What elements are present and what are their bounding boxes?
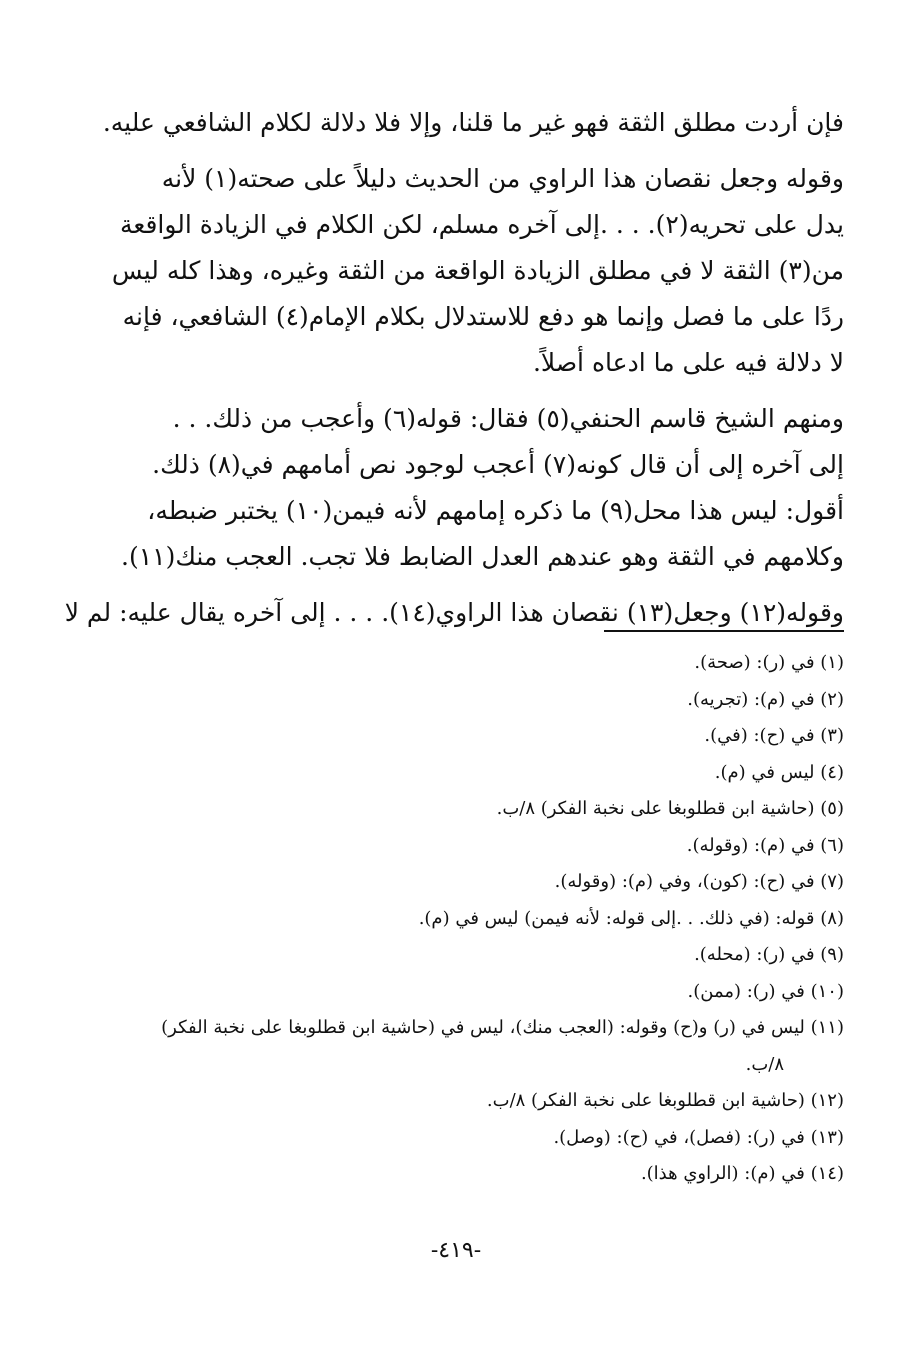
footnote-divider <box>604 630 844 632</box>
footnote: (٩) في (ر): (محله). <box>694 944 844 965</box>
text-line: وكلامهم في الثقة وهو عندهم العدل الضابط فلا تجب. العجب منك(١١). <box>121 542 844 571</box>
text-line: أقول: ليس هذا محل(٩) ما ذكره إمامهم لأنه فيمن(١٠) يختبر ضبطه، <box>147 496 844 525</box>
footnote: (٧) في (ح): (كون)، وفي (م): (وقوله). <box>554 871 844 892</box>
text-line: يدل على تحريه(٢). . . .إلى آخره مسلم، لكن الكلام في الزيادة الواقعة <box>119 210 844 239</box>
text-line: لا دلالة فيه على ما ادعاه أصلاً. <box>532 348 844 377</box>
page-number: -٤١٩- <box>430 1238 482 1263</box>
text-line: إلى آخره إلى أن قال كونه(٧) أعجب لوجود نص أمامهم في(٨) ذلك. <box>152 450 844 479</box>
footnote-continuation: ٨/ب. <box>745 1053 784 1075</box>
footnote: (١) في (ر): (صحة). <box>694 652 844 673</box>
footnote: (١٢) (حاشية ابن قطلوبغا على نخبة الفكر) ٨/ب. <box>486 1090 844 1111</box>
footnote: (٥) (حاشية ابن قطلوبغا على نخبة الفكر) ٨/ب. <box>496 798 844 819</box>
footnote: (٤) ليس في (م). <box>714 761 844 783</box>
text-line: ردًا على ما فصل وإنما هو دفع للاستدلال بكلام الإمام(٤) الشافعي، فإنه <box>122 302 844 331</box>
footnote: (٣) في (ح): (في). <box>704 725 844 746</box>
footnote: (٨) قوله: (في ذلك. . .إلى قوله: لأنه فيمن) ليس في (م). <box>418 907 844 929</box>
paragraph-gap <box>128 386 844 396</box>
main-text <box>64 100 844 636</box>
footnotes <box>120 645 844 1193</box>
footnote: (١٤) في (م): (الراوي هذا). <box>640 1163 844 1184</box>
text-line: وقوله(١٢) وجعل(١٣) نقصان هذا الراوي(١٤). . . . إلى آخره يقال عليه: لم لا <box>64 598 844 627</box>
footnote: (٦) في (م): (وقوله). <box>686 834 844 856</box>
footnote: (١١) ليس في (ر) و(ح) وقوله: (العجب منك)، ليس في (حاشية ابن قطلوبغا على نخبة الفكر) <box>161 1017 844 1038</box>
footnote: (١٣) في (ر): (فصل)، في (ح): (وصل). <box>553 1126 844 1148</box>
footnote: (١٠) في (ر): (ممن). <box>687 980 844 1002</box>
paragraph-gap <box>128 580 844 590</box>
text-line: من(٣) الثقة لا في مطلق الزيادة الواقعة من الثقة وغيره، وهذا كله ليس <box>111 256 844 285</box>
paragraph-gap <box>128 146 844 156</box>
footnote: (٢) في (م): (تجريه). <box>687 688 844 710</box>
text-line: ومنهم الشيخ قاسم الحنفي(٥) فقال: قوله(٦) وأعجب من ذلك. . . <box>172 404 844 433</box>
text-line: فإن أردت مطلق الثقة فهو غير ما قلنا، وإلا فلا دلالة لكلام الشافعي عليه. <box>102 108 844 137</box>
text-line: وقوله وجعل نقصان هذا الراوي من الحديث دليلاً على صحته(١) لأنه <box>161 164 844 193</box>
